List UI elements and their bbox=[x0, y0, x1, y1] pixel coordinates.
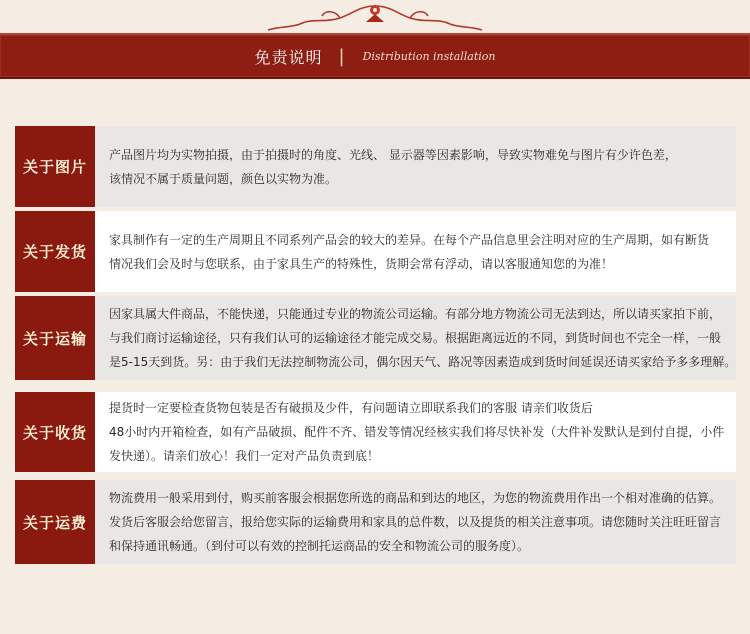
section-shipping bbox=[15, 211, 736, 292]
title-separator: | bbox=[338, 45, 345, 67]
text-line: 情况我们会及时与您联系，由于家具生产的特殊性，货期会常有浮动，请以客服通知您的为准！ bbox=[109, 256, 614, 271]
text-line: 因家具属大件商品，不能快递，只能通过专业的物流公司运输。有部分地方物流公司无法到达，所以请买家拍下前， bbox=[109, 307, 722, 321]
section-text bbox=[95, 480, 736, 564]
section-freight bbox=[15, 480, 736, 564]
section-text bbox=[95, 296, 746, 380]
text-line: 发快递）。请亲们放心！我们一定对产品负责到底！ bbox=[109, 449, 380, 463]
text-line: 与我们商讨运输途径，只有我们认可的运输途径才能完成交易。根据距离远近的不同，到货时间也不完全一样，一般 bbox=[109, 331, 722, 345]
text-line: 物流费用一般采用到付，购买前客服会根据您所选的商品和到达的地区，为您的物流费用作出一个相对准确的估算。 bbox=[109, 491, 722, 505]
section-receiving bbox=[15, 392, 736, 472]
section-transport bbox=[15, 296, 736, 380]
section-text bbox=[95, 211, 736, 292]
section-text bbox=[95, 392, 736, 472]
section-label: 关于发货 bbox=[15, 211, 95, 292]
text-line: 是5-15天到货。另：由于我们无法控制物流公司，偶尔因天气、路况等因素造成到货时间延误还请买家给予多多理解。 bbox=[109, 355, 737, 369]
section-label: 关于图片 bbox=[15, 126, 95, 207]
title-banner bbox=[0, 33, 750, 79]
section-label: 关于收货 bbox=[15, 392, 95, 472]
page-title: 免责说明 bbox=[254, 47, 323, 67]
page-subtitle: Distribution installation bbox=[362, 49, 496, 63]
text-line: 该情况不属于质量问题，颜色以实物为准。 bbox=[109, 171, 338, 186]
section-text bbox=[95, 126, 736, 207]
section-label: 关于运费 bbox=[15, 480, 95, 564]
text-line: 48小时内开箱检查，如有产品破损、配件不齐、错发等情况经核实我们将尽快补发（大件补发默认是到付自提，小件 bbox=[109, 425, 725, 439]
section-images bbox=[15, 126, 736, 207]
text-line: 发货后客服会给您留言，报给您实际的运输费用和家具的总件数，以及提货的相关注意事项。请您随时关注旺旺留言 bbox=[109, 515, 722, 529]
text-line: 产品图片均为实物拍摄，由于拍摄时的角度、光线、 显示器等因素影响，导致实物难免与图片有少许色差， bbox=[109, 147, 677, 162]
text-line: 和保持通讯畅通。（到付可以有效的控制托运商品的安全和物流公司的服务度）。 bbox=[109, 539, 530, 553]
text-line: 家具制作有一定的生产周期且不同系列产品会的较大的差异。在每个产品信息里会注明对应的生产周期，如有断货 bbox=[109, 232, 710, 247]
text-line: 提货时一定要检查货物包装是否有破损及少件，有问题请立即联系我们的客服 请亲们收货后 bbox=[109, 401, 593, 415]
section-label: 关于运输 bbox=[15, 296, 95, 380]
header-ornament bbox=[0, 0, 750, 36]
